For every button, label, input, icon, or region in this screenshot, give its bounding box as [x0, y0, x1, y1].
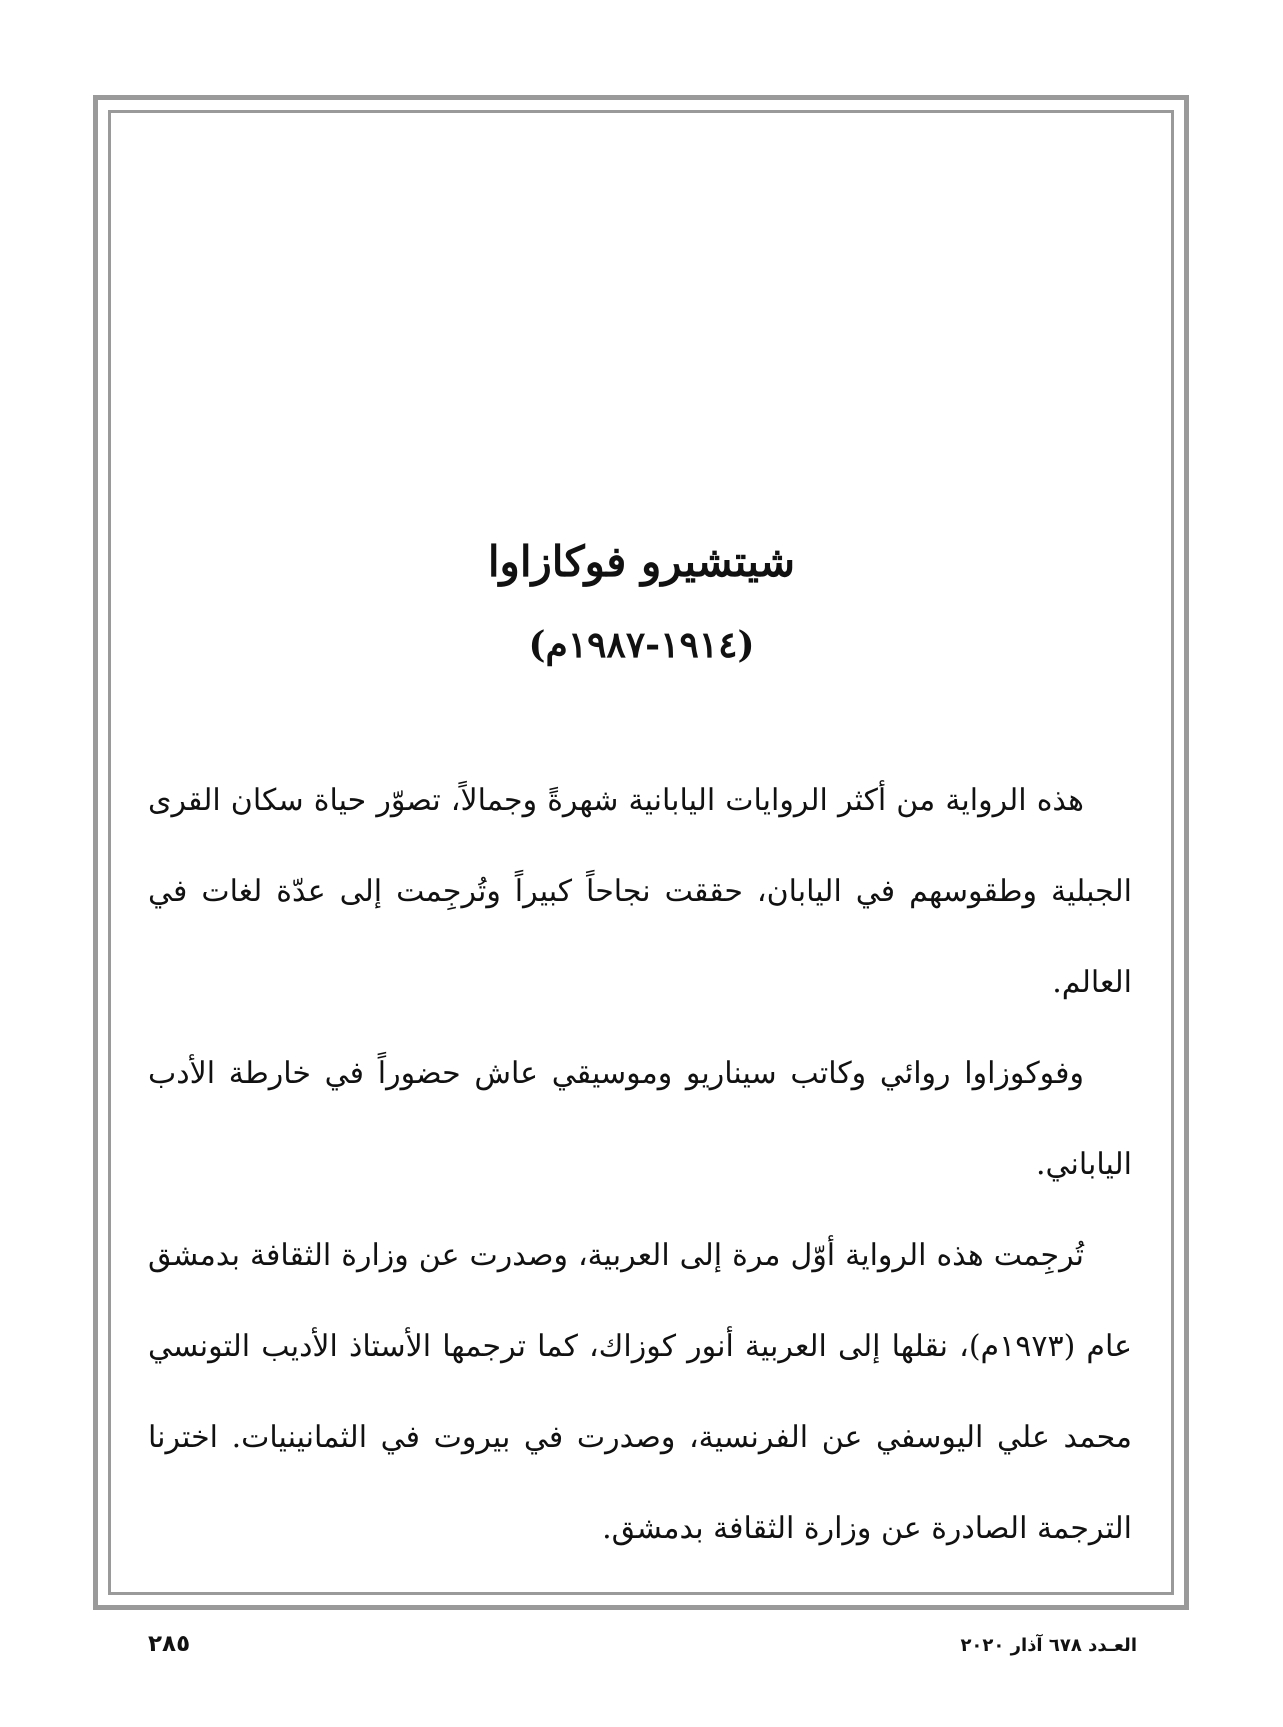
page-title: شيتشيرو فوكازاوا	[487, 537, 796, 586]
paragraph-intro: هذه الرواية من أكثر الروايات اليابانية شهرةً وجمالاً، تصوّر حياة سكان القرى الجبلية وطقوسهم في اليابان، حققت نجاحاً كبيراً وتُرجِمت إلى عدّة لغات في العالم.	[148, 783, 1132, 1000]
body-text	[148, 755, 1132, 1574]
paragraph-author: وفوكوزاوا روائي وكاتب سيناريو وموسيقي عاش حضوراً في خارطة الأدب الياباني.	[148, 1056, 1132, 1182]
author-dates: (١٩١٤-١٩٨٧م)	[528, 624, 755, 666]
paragraph-translation: تُرجِمت هذه الرواية أوّل مرة إلى العربية، وصدرت عن وزارة الثقافة بدمشق عام (١٩٧٣م)، نقلها إلى العربية أنور كوزاك، كما ترجمها الأستاذ الأديب التونسي محمد علي اليوسفي عن الفرنسية، وصدرت في بيروت في الثمانينيات. اخترنا الترجمة الصادرة عن وزارة الثقافة بدمشق.	[148, 1238, 1132, 1546]
page-number: ٢٨٥	[148, 1631, 191, 1657]
footer-issue: العـدد ٦٧٨ آذار ٢٠٢٠	[960, 1635, 1137, 1656]
